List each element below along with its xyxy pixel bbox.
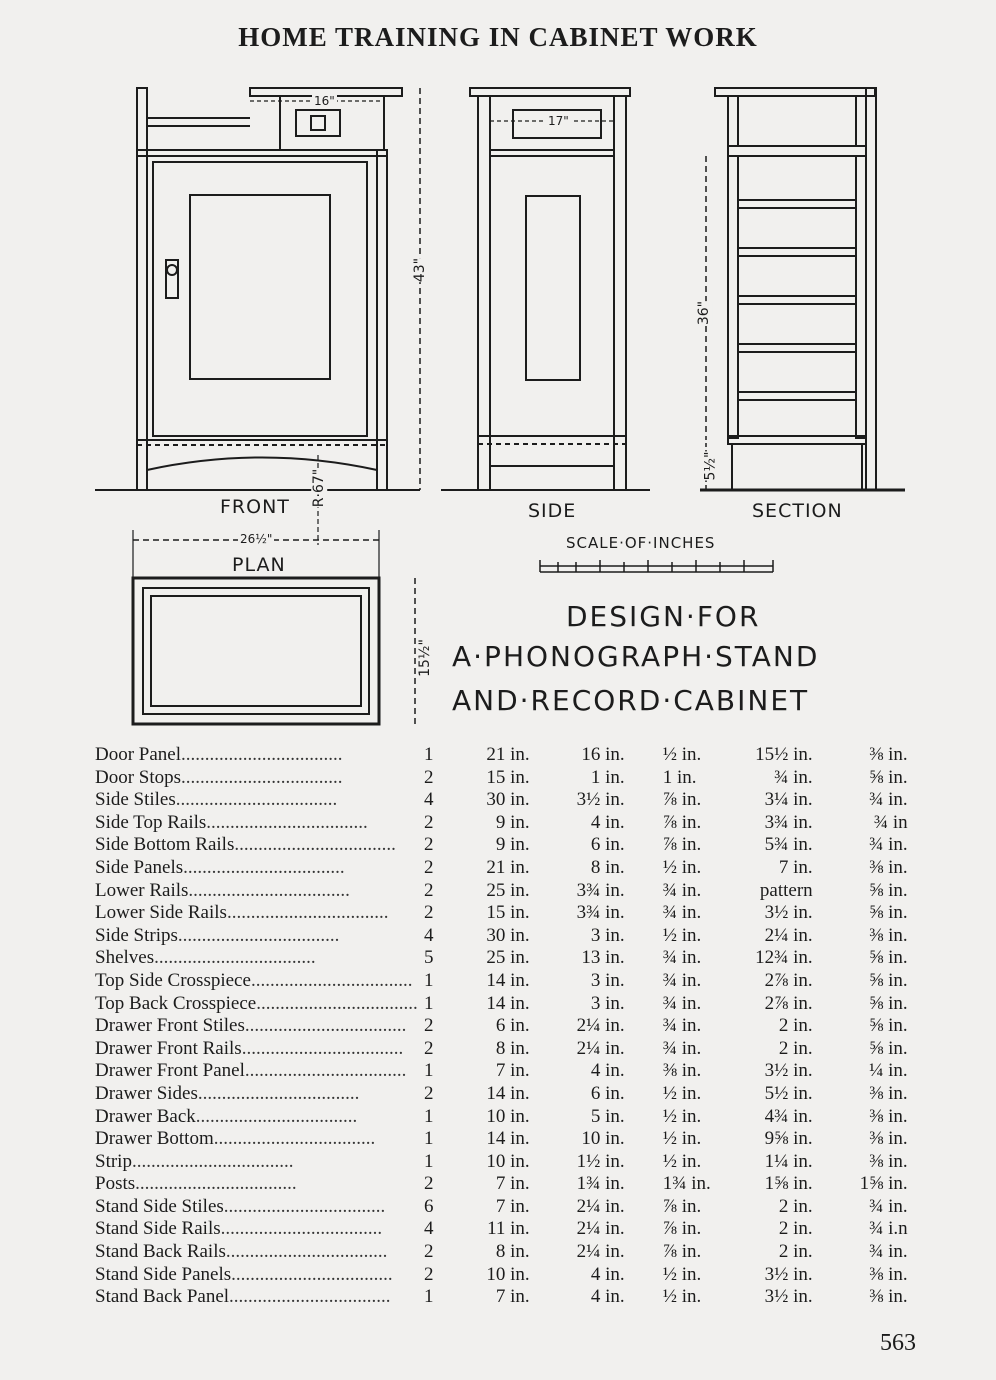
bill-cell-alt: ¾ in. (774, 766, 813, 788)
bill-cell-width: 10 in. (581, 1128, 625, 1150)
bill-row (95, 1060, 908, 1083)
bill-cell-alt: 1¼ in. (764, 1150, 813, 1172)
bill-item-name: Drawer Bottom (95, 1128, 214, 1150)
bill-item-name: Stand Side Rails (95, 1218, 221, 1240)
bill-row (95, 1083, 908, 1106)
bill-row (95, 789, 908, 812)
bill-item-name: Posts (95, 1173, 136, 1195)
bill-cell-name: Shelves.................................. (95, 947, 316, 969)
bill-cell-name: Side Strips.................................. (95, 924, 340, 946)
bill-cell-alt: 9⅝ in. (764, 1128, 813, 1150)
bill-cell-width: 16 in. (581, 744, 625, 765)
scale-bar (540, 560, 773, 572)
bill-cell-alt: 4¾ in. (764, 1105, 813, 1127)
bill-cell-alt: 2⅞ in. (764, 969, 813, 991)
bill-cell-alt: 2 in. (778, 1218, 813, 1240)
bill-cell-alt-thick: ⅝ in. (869, 1015, 908, 1037)
bill-cell-alt-thick: ⅝ in. (869, 879, 908, 901)
bill-row (95, 1173, 908, 1196)
bill-cell-length: 7 in. (495, 1286, 530, 1308)
bill-cell-alt: 5¾ in. (764, 834, 813, 856)
bill-item-name: Drawer Front Rails (95, 1037, 242, 1059)
bill-item-name: Side Top Rails (95, 811, 207, 833)
plan-width-dim: 26½" (240, 532, 273, 546)
bill-cell-alt-thick: ⅜ in. (869, 1150, 908, 1172)
bill-cell-alt-thick: ⅜ in. (869, 924, 908, 946)
bill-cell-qty: 1 (423, 1105, 434, 1127)
bill-cell-length: 14 in. (486, 992, 530, 1014)
scale-label: SCALE·OF·INCHES (566, 534, 716, 552)
bill-cell-qty: 2 (423, 811, 434, 833)
bill-cell-width: 4 in. (590, 1286, 625, 1308)
bill-cell-qty: 1 (423, 992, 434, 1014)
bill-cell-name: Drawer Front Panel.................................. (95, 1060, 407, 1082)
bill-cell-name: Door Panel.................................. (95, 744, 343, 765)
bill-cell-length: 10 in. (486, 1105, 530, 1127)
bill-cell-alt-thick: ⅜ in. (869, 1263, 908, 1285)
bill-cell-thick: ¾ in. (662, 902, 702, 924)
bill-cell-name: Stand Back Panel.................................. (95, 1286, 391, 1308)
bill-item-name: Lower Rails (95, 879, 189, 901)
bill-item-name: Strip (95, 1150, 132, 1172)
front-view (95, 88, 420, 545)
side-label: SIDE (528, 500, 577, 522)
bill-cell-thick: 1¾ in. (662, 1173, 711, 1195)
bill-cell-length: 14 in. (486, 1128, 530, 1150)
section-height-dim: 36" (696, 300, 713, 326)
bill-cell-width: 2¼ in. (576, 1195, 625, 1217)
bill-cell-alt: 2¼ in. (764, 924, 813, 946)
bill-cell-alt: 3½ in. (764, 902, 813, 924)
page-number: 563 (880, 1330, 916, 1356)
bill-item-name: Top Back Crosspiece (95, 992, 257, 1014)
bill-cell-thick: ¾ in. (662, 879, 702, 901)
bill-cell-name: Side Panels.................................. (95, 856, 345, 878)
bill-item-name: Top Side Crosspiece (95, 969, 251, 991)
front-label: FRONT (220, 496, 290, 518)
bill-cell-thick: ½ in. (662, 1286, 702, 1308)
bill-cell-alt: 3½ in. (764, 1286, 813, 1308)
bill-row (95, 993, 908, 1016)
bill-cell-length: 7 in. (495, 1173, 530, 1195)
bill-cell-qty: 2 (423, 856, 434, 878)
bill-cell-alt: 2 in. (778, 1241, 813, 1263)
bill-cell-alt-thick: ⅜ in. (869, 1105, 908, 1127)
bill-cell-width: 13 in. (581, 947, 625, 969)
bill-cell-thick: ½ in. (662, 1263, 702, 1285)
bill-cell-name: Stand Side Rails.................................. (95, 1218, 383, 1240)
bill-row (95, 902, 908, 925)
bill-cell-qty: 1 (423, 1128, 434, 1150)
bill-cell-width: 5 in. (590, 1105, 625, 1127)
bill-cell-alt: pattern (759, 879, 813, 901)
bill-cell-length: 21 in. (486, 744, 530, 765)
bill-cell-length: 9 in. (495, 834, 530, 856)
bill-cell-thick: ½ in. (662, 924, 702, 946)
bill-cell-alt: 2 in. (778, 1015, 813, 1037)
bill-cell-name: Stand Side Stiles.................................. (95, 1195, 386, 1217)
bill-cell-alt: 3½ in. (764, 1060, 813, 1082)
bill-row (95, 767, 908, 790)
bill-item-name: Side Stiles (95, 789, 176, 811)
bill-row (95, 1038, 908, 1061)
bill-row (95, 744, 908, 767)
bill-cell-alt: 3¾ in. (764, 811, 813, 833)
bill-cell-name: Side Top Rails.................................. (95, 811, 368, 833)
bill-cell-alt-thick: ⅜ in. (869, 1286, 908, 1308)
bill-cell-thick: ¾ in. (662, 1037, 702, 1059)
bill-cell-alt-thick: ⅝ in. (869, 1037, 908, 1059)
bill-cell-width: 6 in. (590, 834, 625, 856)
bill-cell-thick: ½ in. (662, 856, 702, 878)
bill-cell-thick: ⅞ in. (662, 1218, 702, 1240)
bill-cell-alt: 2 in. (778, 1037, 813, 1059)
bill-item-name: Side Strips (95, 924, 178, 946)
bill-cell-alt-thick: ¾ in. (869, 1241, 908, 1263)
bill-cell-width: 3½ in. (576, 789, 625, 811)
bill-row (95, 880, 908, 903)
bill-cell-thick: ⅞ in. (662, 1241, 702, 1263)
bill-cell-qty: 2 (423, 1015, 434, 1037)
bill-cell-qty: 4 (423, 1218, 434, 1240)
bill-cell-length: 7 in. (495, 1060, 530, 1082)
bill-cell-width: 4 in. (590, 1060, 625, 1082)
bill-cell-alt-thick: ¼ in. (869, 1060, 908, 1082)
bill-cell-length: 10 in. (486, 1150, 530, 1172)
bill-row (95, 1106, 908, 1129)
bill-cell-alt: 15½ in. (755, 744, 813, 765)
bill-cell-width: 1¾ in. (576, 1173, 625, 1195)
bill-cell-qty: 4 (423, 789, 434, 811)
bill-cell-thick: ½ in. (662, 1105, 702, 1127)
bill-cell-width: 2¼ in. (576, 1015, 625, 1037)
bill-cell-alt-thick: ⅝ in. (869, 766, 908, 788)
bill-cell-alt: 3½ in. (764, 1263, 813, 1285)
title-line-2: A·PHONOGRAPH·STAND (452, 640, 820, 673)
bill-cell-name: Lower Side Rails.................................. (95, 902, 389, 924)
bill-row (95, 1128, 908, 1151)
bill-cell-name: Top Back Crosspiece.................................. (95, 992, 418, 1014)
bill-cell-thick: ¾ in. (662, 992, 702, 1014)
bill-row (95, 812, 908, 835)
bill-cell-name: Stand Back Rails.................................. (95, 1241, 388, 1263)
front-drawer-width-dim: 16" (314, 94, 335, 108)
bill-cell-length: 14 in. (486, 1082, 530, 1104)
bill-cell-width: 2¼ in. (576, 1241, 625, 1263)
bill-row (95, 1286, 908, 1309)
bill-item-name: Stand Back Rails (95, 1241, 226, 1263)
bill-cell-qty: 4 (423, 924, 434, 946)
bill-cell-alt-thick: ⅝ in. (869, 947, 908, 969)
bill-cell-name: Posts.................................. (95, 1173, 297, 1195)
bill-cell-length: 25 in. (486, 947, 530, 969)
front-height-dim: 43" (412, 257, 429, 283)
bill-cell-alt-thick: ¾ in. (869, 1195, 908, 1217)
bill-cell-length: 30 in. (486, 789, 530, 811)
bill-row (95, 1218, 908, 1241)
side-drawer-width-dim: 17" (548, 114, 569, 128)
bill-cell-thick: ⅞ in. (662, 834, 702, 856)
bill-row (95, 947, 908, 970)
bill-cell-qty: 1 (423, 969, 434, 991)
bill-cell-length: 10 in. (486, 1263, 530, 1285)
bill-cell-width: 4 in. (590, 811, 625, 833)
bill-cell-thick: ¾ in. (662, 969, 702, 991)
bill-cell-qty: 1 (423, 1060, 434, 1082)
bill-cell-thick: ⅞ in. (662, 1195, 702, 1217)
bill-cell-alt-thick: ⅝ in. (869, 902, 908, 924)
bill-cell-alt-thick: ¾ in. (869, 834, 908, 856)
bill-cell-thick: ⅜ in. (662, 1060, 702, 1082)
front-radius-dim: R·67" (311, 468, 328, 508)
bill-cell-name: Lower Rails.................................. (95, 879, 350, 901)
bill-cell-alt: 5½ in. (764, 1082, 813, 1104)
section-label: SECTION (752, 500, 843, 522)
bill-cell-alt: 2⅞ in. (764, 992, 813, 1014)
bill-cell-name: Drawer Front Rails.................................. (95, 1037, 404, 1059)
bill-cell-alt-thick: ⅜ in. (869, 1082, 908, 1104)
bill-cell-name: Side Stiles.................................. (95, 789, 338, 811)
bill-cell-width: 1½ in. (576, 1150, 625, 1172)
bill-row (95, 925, 908, 948)
bill-cell-length: 11 in. (487, 1218, 530, 1240)
bill-cell-thick: ¾ in. (662, 947, 702, 969)
bill-row (95, 1151, 908, 1174)
bill-cell-alt: 1⅝ in. (764, 1173, 813, 1195)
bill-cell-name: Side Bottom Rails.................................. (95, 834, 396, 856)
bill-cell-width: 6 in. (590, 1082, 625, 1104)
bill-cell-length: 14 in. (486, 969, 530, 991)
bill-cell-alt: 3¼ in. (764, 789, 813, 811)
bill-item-name: Shelves (95, 947, 155, 969)
bill-row (95, 1241, 908, 1264)
bill-row (95, 834, 908, 857)
bill-cell-alt-thick: ¾ in (873, 811, 908, 833)
bill-cell-qty: 6 (423, 1195, 434, 1217)
bill-cell-alt: 12¾ in. (755, 947, 813, 969)
bill-item-name: Stand Side Stiles (95, 1195, 224, 1217)
title-line-3: AND·RECORD·CABINET (452, 684, 810, 717)
bill-item-name: Side Panels (95, 856, 184, 878)
bill-cell-name: Drawer Front Stiles.................................. (95, 1015, 407, 1037)
bill-cell-length: 30 in. (486, 924, 530, 946)
bill-cell-length: 8 in. (495, 1241, 530, 1263)
bill-cell-qty: 2 (423, 766, 434, 788)
bill-cell-qty: 1 (423, 1150, 434, 1172)
section-view (700, 88, 905, 490)
bill-cell-qty: 2 (423, 879, 434, 901)
bill-row (95, 1015, 908, 1038)
bill-cell-name: Drawer Bottom.................................. (95, 1128, 376, 1150)
bill-cell-width: 3 in. (590, 992, 625, 1014)
title-line-1: DESIGN·FOR (566, 600, 761, 633)
bill-cell-qty: 2 (423, 1263, 434, 1285)
bill-cell-length: 6 in. (495, 1015, 530, 1037)
bill-cell-width: 8 in. (590, 856, 625, 878)
bill-cell-qty: 2 (423, 1082, 434, 1104)
bill-cell-name: Stand Side Panels.................................. (95, 1263, 393, 1285)
bill-cell-qty: 1 (423, 1286, 434, 1308)
bill-cell-width: 2¼ in. (576, 1218, 625, 1240)
bill-cell-alt: 7 in. (778, 856, 813, 878)
bill-item-name: Lower Side Rails (95, 902, 227, 924)
bill-item-name: Drawer Sides (95, 1082, 198, 1104)
bill-cell-alt-thick: ¾ i.n (869, 1218, 908, 1240)
bill-cell-alt-thick: ¾ in. (869, 789, 908, 811)
bill-cell-thick: 1 in. (662, 766, 697, 788)
bill-item-name: Stand Back Panel (95, 1286, 230, 1308)
bill-cell-alt: 2 in. (778, 1195, 813, 1217)
bill-cell-width: 3 in. (590, 969, 625, 991)
bill-cell-width: 3 in. (590, 924, 625, 946)
bill-cell-name: Door Stops.................................. (95, 766, 343, 788)
bill-cell-width: 3¾ in. (576, 879, 625, 901)
bill-row (95, 1196, 908, 1219)
bill-item-name: Stand Side Panels (95, 1263, 232, 1285)
bill-cell-qty: 1 (423, 744, 434, 765)
bill-item-name: Door Stops (95, 766, 182, 788)
bill-cell-length: 7 in. (495, 1195, 530, 1217)
bill-cell-width: 3¾ in. (576, 902, 625, 924)
bill-cell-length: 21 in. (486, 856, 530, 878)
bill-cell-name: Drawer Sides.................................. (95, 1082, 360, 1104)
bill-cell-qty: 2 (423, 1241, 434, 1263)
bill-cell-alt-thick: ⅝ in. (869, 969, 908, 991)
bill-cell-width: 4 in. (590, 1263, 625, 1285)
bill-cell-length: 25 in. (486, 879, 530, 901)
bill-cell-length: 15 in. (486, 766, 530, 788)
side-view (441, 88, 650, 490)
bill-cell-length: 8 in. (495, 1037, 530, 1059)
bill-cell-alt-thick: ⅜ in. (869, 744, 908, 765)
section-base-dim: 5½" (702, 451, 719, 481)
bill-of-materials (95, 744, 908, 1309)
bill-cell-name: Drawer Back.................................. (95, 1105, 358, 1127)
bill-item-name: Drawer Front Panel (95, 1060, 245, 1082)
bill-body (95, 744, 908, 1309)
bill-cell-thick: ⅞ in. (662, 811, 702, 833)
plan-depth-dim: 15½" (416, 639, 433, 677)
bill-cell-qty: 2 (423, 834, 434, 856)
bill-item-name: Side Bottom Rails (95, 834, 235, 856)
bill-cell-thick: ¾ in. (662, 1015, 702, 1037)
bill-row (95, 970, 908, 993)
bill-item-name: Drawer Front Stiles (95, 1015, 245, 1037)
bill-item-name: Drawer Back (95, 1105, 196, 1127)
page-header: HOME TRAINING IN CABINET WORK (238, 22, 758, 52)
bill-cell-thick: ½ in. (662, 1082, 702, 1104)
bill-cell-alt-thick: 1⅝ in. (859, 1173, 908, 1195)
bill-cell-length: 9 in. (495, 811, 530, 833)
bill-cell-thick: ⅞ in. (662, 789, 702, 811)
plan-label: PLAN (232, 554, 286, 576)
bill-cell-thick: ½ in. (662, 744, 702, 765)
bill-item-name: Door Panel (95, 744, 182, 765)
bill-cell-width: 2¼ in. (576, 1037, 625, 1059)
bill-cell-qty: 2 (423, 1173, 434, 1195)
bill-cell-alt-thick: ⅝ in. (869, 992, 908, 1014)
bill-cell-qty: 2 (423, 1037, 434, 1059)
bill-cell-width: 1 in. (590, 766, 625, 788)
bill-cell-alt-thick: ⅜ in. (869, 1128, 908, 1150)
bill-cell-thick: ½ in. (662, 1128, 702, 1150)
bill-cell-thick: ½ in. (662, 1150, 702, 1172)
bill-row (95, 1264, 908, 1287)
bill-row (95, 857, 908, 880)
bill-cell-qty: 5 (423, 947, 434, 969)
bill-cell-qty: 2 (423, 902, 434, 924)
bill-cell-name: Top Side Crosspiece.................................. (95, 969, 413, 991)
bill-cell-alt-thick: ⅜ in. (869, 856, 908, 878)
bill-cell-length: 15 in. (486, 902, 530, 924)
bill-cell-name: Strip.................................. (95, 1150, 294, 1172)
